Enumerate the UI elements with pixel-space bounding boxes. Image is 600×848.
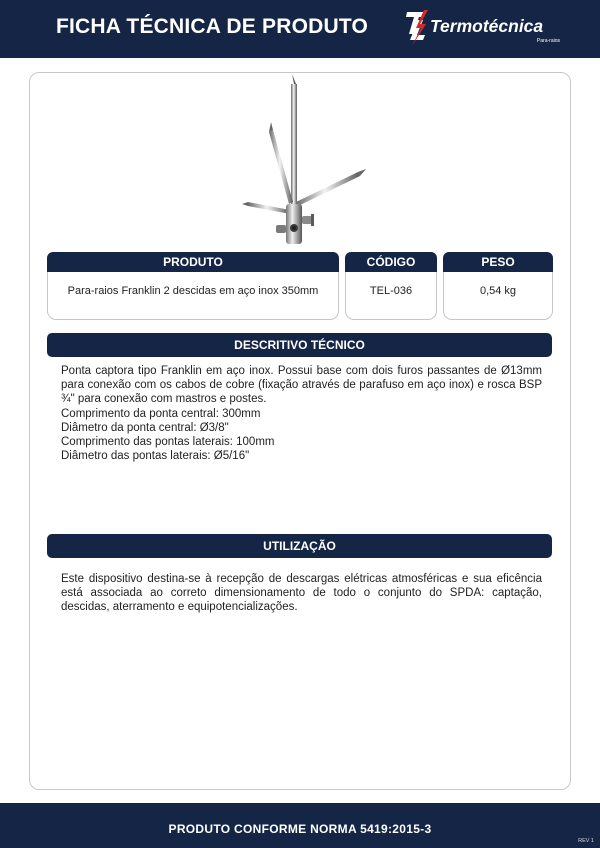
descritivo-paragraph: Ponta captora tipo Franklin em aço inox. Possui base com dois furos passantes de Ø13mm para conexão com os cabos de cobre (fixação através de parafuso em aço inox) e rosca BSP ¾" para conexão com mastros e postes.: [61, 365, 542, 406]
spec-line: Comprimento das pontas laterais: 100mm: [61, 436, 275, 449]
norma-statement: PRODUTO CONFORME NORMA 5419:2015-3: [168, 822, 432, 836]
produto-value: Para-raios Franklin 2 descidas em aço inox 350mm: [67, 285, 319, 297]
franklin-air-terminal-image: [240, 74, 370, 252]
codigo-value: TEL-036: [369, 285, 413, 297]
page-title: FICHA TÉCNICA DE PRODUTO: [56, 15, 369, 38]
spec-line: Diâmetro das pontas laterais: Ø5/16": [61, 450, 250, 463]
descritivo-section-header: DESCRITIVO TÉCNICO: [47, 333, 552, 357]
brand-subtitle: Para-raios: [536, 38, 560, 44]
brand-name: Termotécnica: [430, 16, 544, 36]
revision-label: REV 1: [578, 838, 594, 844]
codigo-cell: [345, 252, 437, 320]
codigo-header: CÓDIGO: [345, 252, 437, 272]
peso-value: 0,54 kg: [479, 285, 517, 297]
utilizacao-section-header: UTILIZAÇÃO: [47, 534, 552, 558]
descritivo-body: [61, 364, 542, 463]
produto-header: PRODUTO: [47, 252, 339, 272]
termotecnica-logo-mark-icon: [404, 8, 430, 48]
peso-header: PESO: [443, 252, 553, 272]
utilizacao-paragraph: Este dispositivo destina-se à recepção de descargas elétricas atmosféricas e sua eficência está associada ao correto dimensionamento de todo o conjunto do SPDA: captação, descidas, aterramento e equipotencializações.: [61, 573, 542, 614]
spec-line: Diâmetro da ponta central: Ø3/8": [61, 421, 229, 434]
brand-logo: [404, 8, 594, 50]
utilizacao-body: [61, 572, 542, 615]
spec-line: Comprimento da ponta central: 300mm: [61, 407, 261, 420]
peso-cell: [443, 252, 553, 320]
footer-bar: [0, 803, 600, 848]
produto-cell: [47, 252, 339, 320]
header-bar: [0, 0, 600, 58]
